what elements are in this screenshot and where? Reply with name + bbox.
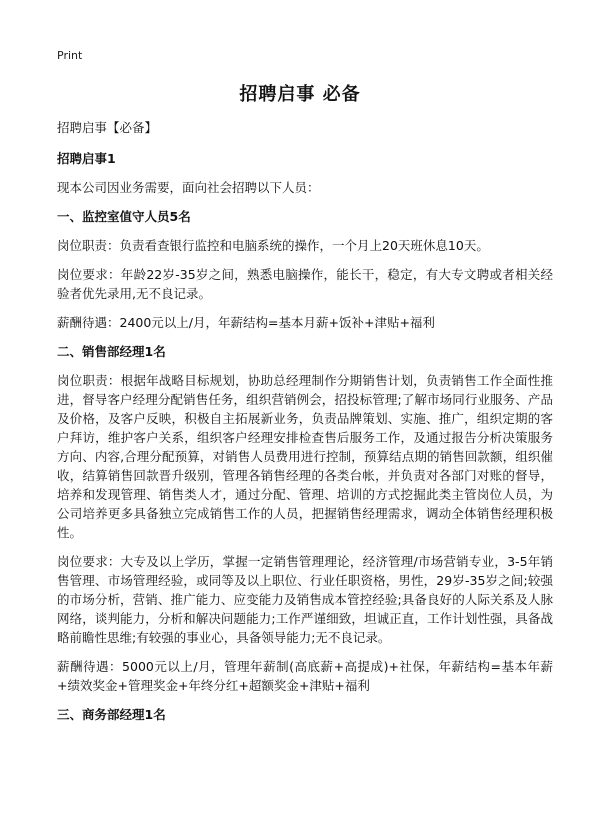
position-1-requirements: 岗位要求：年龄22岁-35岁之间，熟悉电脑操作，能长干，稳定，有大专文聘或者相关经验者优先录用,无不良记录。 xyxy=(57,267,553,301)
document-body xyxy=(57,118,553,734)
section-heading: 招聘启事1 xyxy=(57,151,116,166)
position-1-duties: 岗位职责：负责看查银行监控和电脑系统的操作，一个月上20天班休息10天。 xyxy=(57,238,489,253)
intro-paragraph: 现本公司因业务需要，面向社会招聘以下人员： xyxy=(57,180,320,195)
page-title: 招聘启事 必备 xyxy=(239,84,361,105)
position-1-heading: 一、监控室值守人员5名 xyxy=(57,209,191,224)
position-1-salary: 薪酬待遇：2400元以上/月，年薪结构=基本月薪+饭补+津贴+福利 xyxy=(57,315,435,330)
document-subtitle: 招聘启事【必备】 xyxy=(57,120,158,135)
position-2-salary: 薪酬待遇：5000元以上/月，管理年薪制(高底薪+高提成)+社保，年薪结构=基本年薪+绩效奖金+管理奖金+年终分红+超额奖金+津贴+福利 xyxy=(57,659,553,693)
position-2-heading: 二、销售部经理1名 xyxy=(57,344,166,359)
position-3-heading: 三、商务部经理1名 xyxy=(57,707,166,722)
position-2-requirements: 岗位要求：大专及以上学历，掌握一定销售管理理论，经济管理/市场营销专业，3-5年销售管理、市场管理经验，或同等及以上职位、行业任职资格，男性，29岁-35岁之间;较强的市场分析，营销、推广能力、应变能力及销售成本管控经验;具备良好的人际关系及人脉网络，谈判能力，分析和解决问题能力;工作严谨细致，坦诚正直，工作计划性强，具备战略前瞻性思维;有较强的事业心，具备领导能力;无不良记录。 xyxy=(57,554,553,645)
print-label: Print xyxy=(57,49,83,62)
position-2-duties: 岗位职责：根据年战略目标规划，协助总经理制作分期销售计划，负责销售工作全面性推进，督导客户经理分配销售任务，组织营销例会，招投标管理;了解市场同行业服务、产品及价格，及客户反映，积极自主拓展新业务，负责品牌策划、实施、推广，组织定期的客户拜访，维护客户关系，组织客户经理安排检查售后服务工作，及通过报告分析决策服务方向、内容,合理分配预算，对销售人员费用进行控制，预算结点期的销售回款额，组织催收，结算销售回款晋升级别，管理各销售经理的各类台帐，并负责对各部门对账的督导，培养和发现管理、销售类人才，通过分配、管理、培训的方式挖掘此类主管岗位人员，为公司培养更多具备独立完成销售工作的人员，把握销售经理需求，调动全体销售经理积极性。 xyxy=(57,373,553,540)
